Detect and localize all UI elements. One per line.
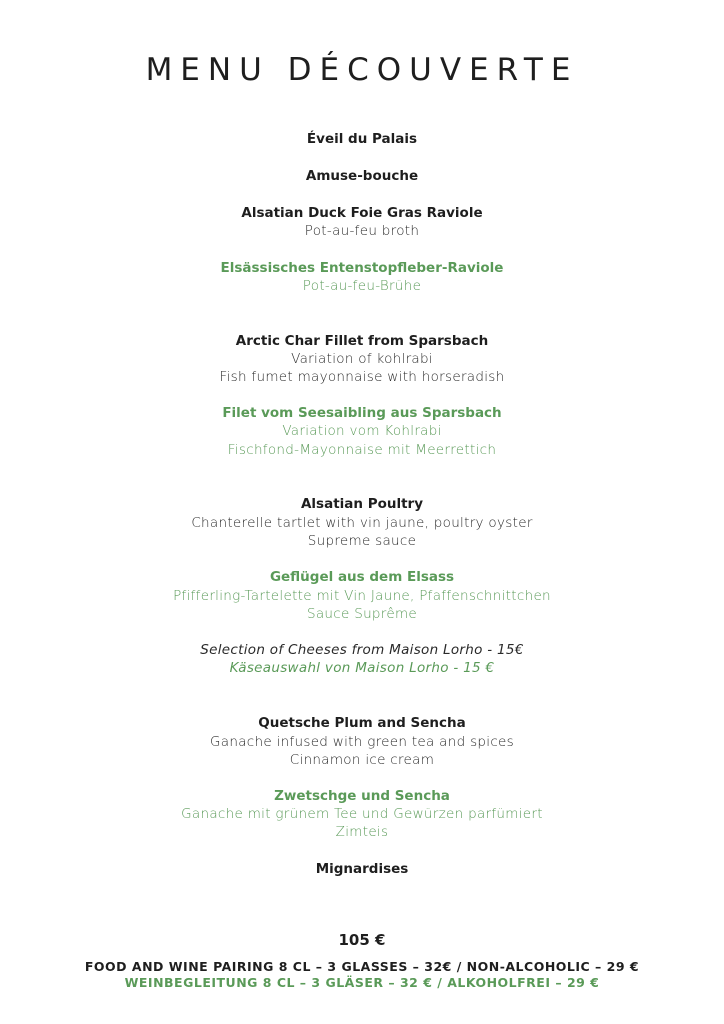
course4-en-line: Ganache infused with green tea and spices xyxy=(210,734,514,750)
menu-price: 105 € xyxy=(338,931,386,949)
mignardises-heading: Mignardises xyxy=(315,861,409,877)
amuse-heading: Amuse-bouche xyxy=(305,168,419,184)
course1-en-title: Alsatian Duck Foie Gras Raviole xyxy=(241,205,483,221)
course1-de-title: Elsässisches Entenstopfleber-Raviole xyxy=(220,260,504,276)
cheese-en: Selection of Cheeses from Maison Lorho - 15€ xyxy=(200,642,524,658)
course4-en-title: Quetsche Plum and Sencha xyxy=(258,715,466,731)
course3-en-title: Alsatian Poultry xyxy=(300,496,424,512)
eveil-heading: Éveil du Palais xyxy=(306,131,418,147)
pairing-de: WEINBEGLEITUNG 8 CL – 3 GLÄSER – 32 € / ALKOHOLFREI – 29 € xyxy=(124,975,600,990)
course2-de-line: Fischfond-Mayonnaise mit Meerrettich xyxy=(227,442,497,458)
pairing-en: FOOD AND WINE PAIRING 8 CL – 3 GLASSES – 32€ / NON-ALCOHOLIC – 29 € xyxy=(84,959,640,974)
course3-de-title: Geflügel aus dem Elsass xyxy=(269,569,455,585)
cheese-de: Käseauswahl von Maison Lorho - 15 € xyxy=(229,660,495,676)
course1-en-line: Pot-au-feu broth xyxy=(304,223,420,239)
course2-en-title: Arctic Char Fillet from Sparsbach xyxy=(235,333,489,349)
course4-en-line: Cinnamon ice cream xyxy=(289,752,435,768)
course4-de-line: Zimteis xyxy=(335,824,389,840)
course1-de-line: Pot-au-feu-Brühe xyxy=(302,278,422,294)
course2-en-line: Variation of kohlrabi xyxy=(291,351,433,367)
course4-de-line: Ganache mit grünem Tee und Gewürzen parfümiert xyxy=(181,806,543,822)
menu-title: MENU DÉCOUVERTE xyxy=(145,52,579,88)
course3-en-line: Chanterelle tartlet with vin jaune, poultry oyster xyxy=(191,515,533,531)
course2-de-line: Variation vom Kohlrabi xyxy=(282,423,442,439)
course4-de-title: Zwetschge und Sencha xyxy=(274,788,450,804)
course3-de-line: Pfifferling-Tartelette mit Vin Jaune, Pfaffenschnittchen xyxy=(173,588,551,604)
course2-de-title: Filet vom Seesaibling aus Sparsbach xyxy=(222,405,502,421)
course3-de-line: Sauce Suprême xyxy=(306,606,418,622)
course3-en-line: Supreme sauce xyxy=(307,533,417,549)
course2-en-line: Fish fumet mayonnaise with horseradish xyxy=(219,369,505,385)
